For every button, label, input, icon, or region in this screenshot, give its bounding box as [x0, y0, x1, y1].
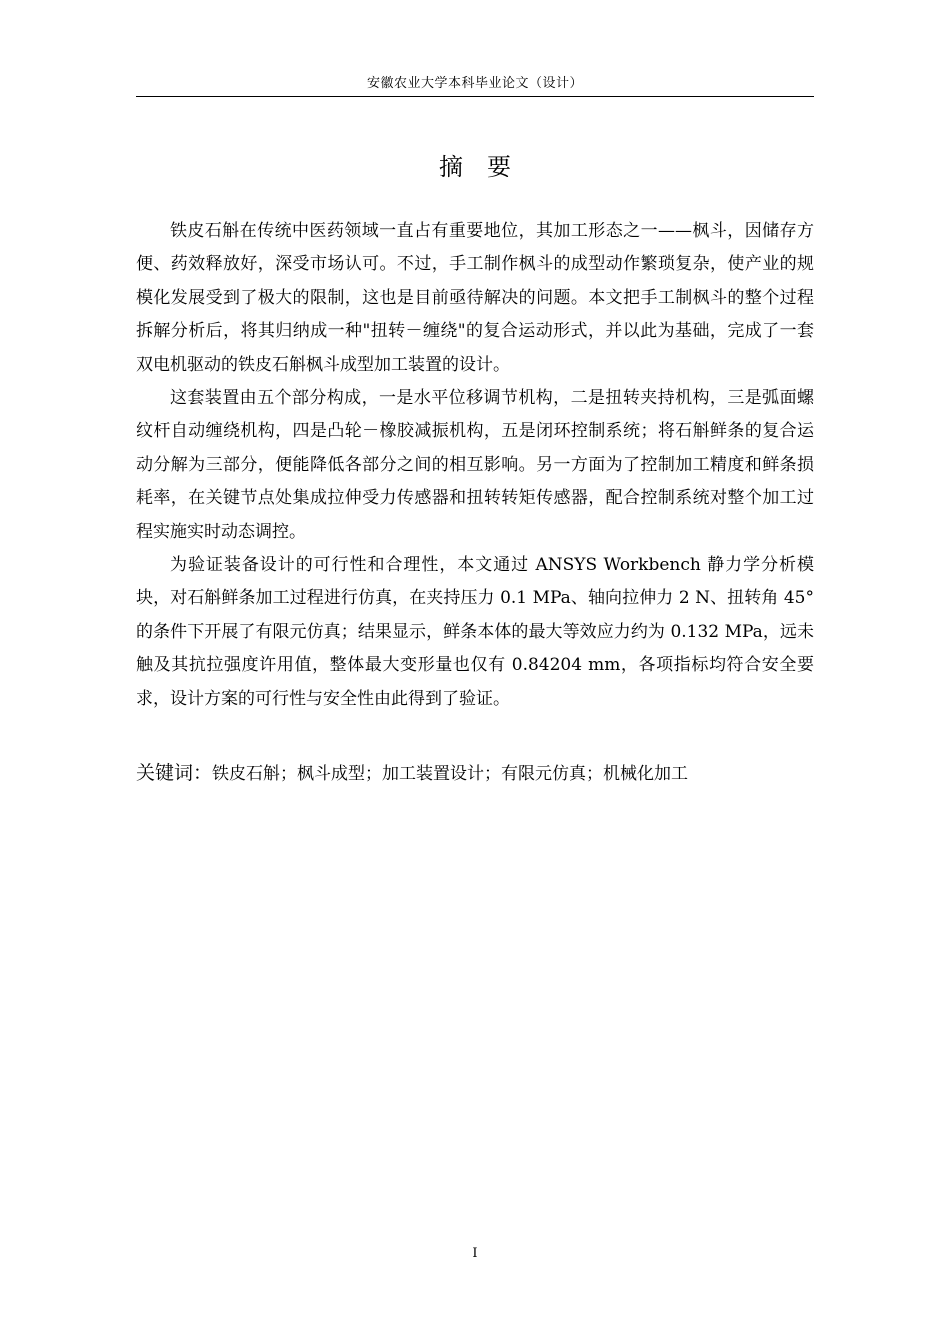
keywords-label: 关键词： [136, 762, 213, 784]
page-number: I [472, 1246, 478, 1261]
abstract-body [136, 215, 814, 716]
header-divider [136, 96, 814, 97]
abstract-paragraph-1: 铁皮石斛在传统中医药领域一直占有重要地位，其加工形态之一——枫斗，因储存方便、药效释放好，深受市场认可。不过，手工制作枫斗的成型动作繁琐复杂，使产业的规模化发展受到了极大的限制，这也是目前亟待解决的问题。本文把手工制枫斗的整个过程拆解分析后，将其归纳成一种"扭转－缠绕"的复合运动形式，并以此为基础，完成了一套双电机驱动的铁皮石斛枫斗成型加工装置的设计。 [136, 221, 814, 375]
keywords-line [136, 758, 814, 789]
abstract-title: 摘 要 [439, 153, 511, 181]
abstract-paragraph-2: 这套装置由五个部分构成，一是水平位移调节机构，二是扭转夹持机构，三是弧面螺纹杆自动缠绕机构，四是凸轮－橡胶减振机构，五是闭环控制系统；将石斛鲜条的复合运动分解为三部分，便能降低各部分之间的相互影响。另一方面为了控制加工精度和鲜条损耗率，在关键节点处集成拉伸受力传感器和扭转转矩传感器，配合控制系统对整个加工过程实施实时动态调控。 [136, 388, 814, 542]
abstract-paragraph-3: 为验证装备设计的可行性和合理性，本文通过 ANSYS Workbench 静力学分析模块，对石斛鲜条加工过程进行仿真，在夹持压力 0.1 MPa、轴向拉伸力 2 N、扭转角 45°的条件下开展了有限元仿真；结果显示，鲜条本体的最大等效应力约为 0.132 MPa，远未触及其抗拉强度许用值，整体最大变形量也仅有 0.84204 mm，各项指标均符合安全要求，设计方案的可行性与安全性由此得到了验证。 [136, 555, 814, 709]
keywords-text: 铁皮石斛；枫斗成型；加工装置设计；有限元仿真；机械化加工 [212, 764, 689, 784]
running-header: 安徽农业大学本科毕业论文（设计） [366, 76, 583, 91]
